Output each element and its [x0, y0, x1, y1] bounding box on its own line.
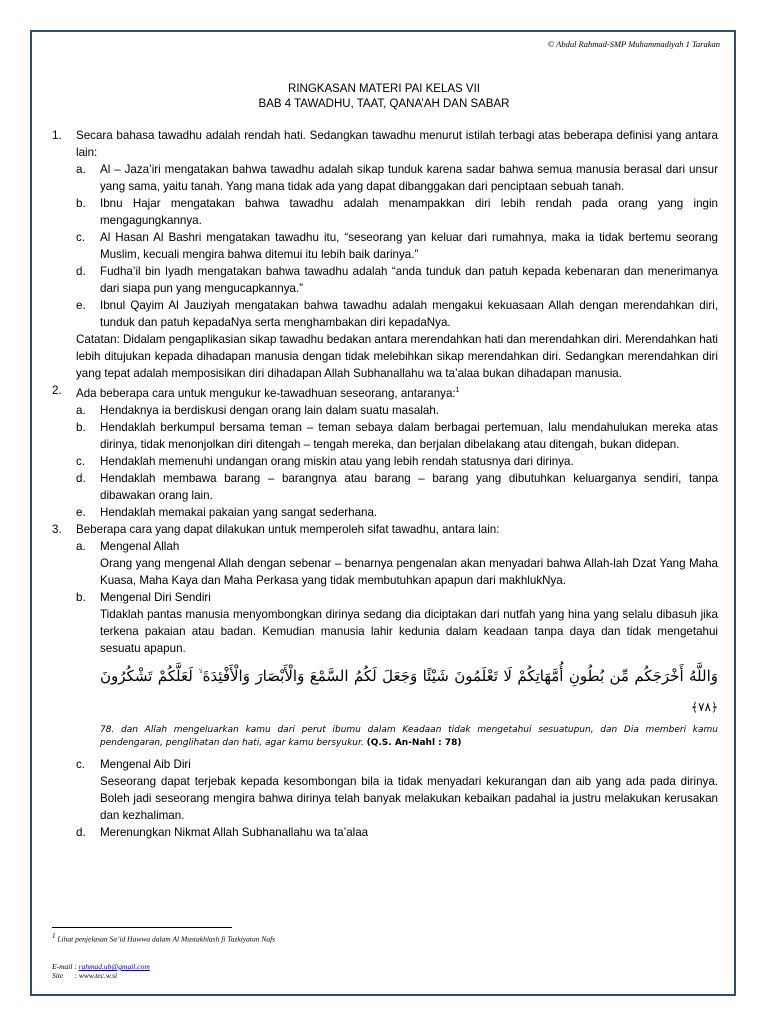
item-letter: b. — [76, 197, 86, 210]
list-item — [76, 470, 718, 504]
item-letter: c. — [76, 231, 86, 244]
section-intro: Secara bahasa tawadhu adalah rendah hati. Sedangkan tawadhu menurut istilah terbagi atas beberapa definisi yang antara lain: — [76, 129, 718, 159]
contact-info — [52, 962, 150, 980]
list-item — [76, 538, 718, 589]
email-link[interactable]: rahmad.ub@gmail.com — [78, 962, 150, 971]
site-label: Site — [52, 971, 64, 980]
ayah-number-mark: ﴿٧٨﴾ — [691, 699, 718, 714]
item-text: Hendaklah memakai pakaian yang sangat sederhana. — [100, 505, 378, 519]
footnote-ref[interactable]: 1 — [455, 387, 460, 394]
item-letter: d. — [76, 471, 86, 485]
footnote-number: 1 — [52, 932, 56, 940]
item-text: Orang yang mengenal Allah dengan sebenar – benarnya pengenalan akan menyadari bahwa Allah-lah Dzat Yang Maha Kuasa, Maha Kaya dan Maha Perkasa yang tidak membutuhkan apapun dari makhlukNya. — [100, 556, 718, 587]
section-note: Catatan: Didalam pengaplikasian sikap tawadhu bedakan antara merendahkan hati dan merendahkan diri. Merendahkan hati lebih ditujukan kepada dihadapan manusia dengan tidak melebihkan sikap merendahkan diri. Sedangkan merendahkan diri yang tepat adalah memposisikan diri dihadapan Allah Subhanallahu wa ta’alaa bukan dihadapan manusia. — [76, 333, 718, 380]
email-label: E-mail : — [52, 962, 77, 971]
item-letter: c. — [76, 454, 86, 468]
document-title — [0, 82, 768, 112]
item-heading: Mengenal Allah — [100, 539, 180, 553]
verse-reference: (Q.S. An-Nahl : 78) — [366, 737, 462, 748]
intro-text: Ada beberapa cara untuk mengukur ke-tawadhuan seseorang, antaranya: — [76, 386, 456, 400]
list-item — [76, 756, 718, 824]
item-text: Fudha’il bin Iyadh mengatakan bahwa tawadhu adalah “anda tunduk dan patuh kepada kebenaran dan menerimanya dari siapa pun yang mengucapkannya.” — [100, 265, 718, 295]
item-heading: Mengenal Aib Diri — [100, 757, 191, 771]
list-item — [76, 402, 718, 419]
item-letter: b. — [76, 420, 86, 434]
item-letter: a. — [76, 539, 86, 553]
section-number: 2. — [52, 384, 62, 397]
item-letter: b. — [76, 590, 86, 604]
item-text: Hendaklah membawa barang – barangnya atau barang – barang yang dibutuhkan keluarganya sendiri, tanpa dibawakan orang lain. — [100, 471, 718, 502]
item-letter: e. — [76, 299, 86, 312]
list-item — [76, 419, 718, 453]
item-text: Al – Jaza’iri mengatakan bahwa tawadhu adalah sikap tunduk karena sadar bahwa semua manusia berasal dari unsur yang sama, yaitu tanah. Yang mana tidak ada yang dapat dibanggakan dari penciptaan sebuah tanah. — [100, 163, 718, 193]
item-letter: c. — [76, 757, 86, 771]
footnote-text: Lihat penjelasan Sa’id Hawwa dalam Al Mustakhlash fi Tazkiyatun Nafs — [57, 934, 276, 944]
section-2 — [52, 382, 718, 521]
item-text: Ibnul Qayim Al Jauziyah mengatakan bahwa tawadhu adalah mengakui kekuasaan Allah dengan merendahkan diri, tunduk dan patuh kepadaNya serta menghambakan diri kepadaNya. — [100, 299, 718, 329]
list-item — [76, 263, 718, 297]
list-item — [76, 229, 718, 263]
list-item — [76, 195, 718, 229]
translation-text: 78. dan Allah mengeluarkan kamu dari perut ibumu dalam Keadaan tidak mengetahui sesuatupun, dan Dia memberi kamu pendengaran, penglihatan dan hati, agar kamu bersyukur. — [100, 724, 718, 748]
email-line — [52, 962, 150, 971]
header-credit: © Abdul Rahmad-SMP Muhammadiyah 1 Tarakan — [547, 39, 720, 49]
item-letter: d. — [76, 825, 86, 839]
section-number: 3. — [52, 522, 62, 536]
list-item — [76, 453, 718, 470]
section-3 — [52, 521, 718, 841]
section-1 — [52, 127, 718, 382]
footnote — [52, 932, 275, 944]
item-letter: a. — [76, 403, 86, 417]
quran-verse-arabic — [100, 661, 718, 722]
section-number: 1. — [52, 129, 62, 142]
section-intro: Beberapa cara yang dapat dilakukan untuk memperoleh sifat tawadhu, antara lain: — [76, 522, 500, 536]
item-letter: a. — [76, 163, 86, 176]
item-text: Hendaknya ia berdiskusi dengan orang lain dalam suatu masalah. — [100, 403, 440, 417]
arabic-text: وَاللَّهُ أَخْرَجَكُم مِّن بُطُونِ أُمَّهَاتِكُمْ لَا تَعْلَمُونَ شَيْئًا وَجَعَلَ لَكُمُ السَّمْعَ وَالْأَبْصَارَ وَالْأَفْئِدَةَ ۙ لَعَلَّكُمْ تَشْكُرُونَ — [100, 666, 718, 685]
document-body — [52, 127, 718, 841]
footnote-divider — [52, 927, 232, 928]
item-letter: e. — [76, 505, 86, 519]
list-item — [76, 161, 718, 195]
list-item — [76, 824, 718, 841]
item-text: Hendaklah memenuhi undangan orang miskin atau yang lebih rendah statusnya dari dirinya. — [100, 454, 574, 468]
item-letter: d. — [76, 265, 86, 278]
verse-translation — [100, 724, 718, 750]
item-text: Al Hasan Al Bashri mengatakan tawadhu itu, “seseorang yan keluar dari rumahnya, maka ia tidak bertemu seorang Muslim, kecuali mengira bahwa ditemui itu lebih baik darinya.” — [100, 231, 718, 261]
title-line-2: BAB 4 TAWADHU, TAAT, QANA’AH DAN SABAR — [258, 98, 510, 110]
list-item — [76, 589, 718, 756]
item-text: Ibnu Hajar mengatakan bahwa tawadhu adalah menampakkan diri lebih rendah pada orang yang ingin mengagungkannya. — [100, 197, 718, 227]
list-item — [76, 504, 718, 521]
site-line — [52, 971, 150, 980]
item-text: Seseorang dapat terjebak kepada kesombongan bila ia tidak menyadari kekurangan dan aib yang ada pada dirinya. Boleh jadi seseorang mengira bahwa dirinya telah banyak melakukan kebaikan padahal ia justru melakukan kerusakan dan kezhaliman. — [100, 774, 718, 822]
item-text: Hendaklah berkumpul bersama teman – teman sebaya dalam berbagai pertemuan, lalu mendahulukan mereka atas dirinya, tidak menonjolkan diri ditengah – tengah mereka, dan berjalan dibelakang atau ditengah, bukan didepan. — [100, 420, 718, 451]
site-url[interactable]: www.tec.w.si — [78, 971, 118, 980]
item-text: Tidaklah pantas manusia menyombongkan dirinya sedang dia diciptakan dari nutfah yang hina yang selalu dibasuh jika terkena pakaian atau badan. Kemudian manusia lahir kedunia dalam keadaan tanpa daya dan tidak mengetahui sesuatu apapun. — [100, 607, 718, 655]
item-heading: Merenungkan Nikmat Allah Subhanallahu wa ta’alaa — [100, 825, 369, 839]
item-heading: Mengenal Diri Sendiri — [100, 590, 211, 604]
list-item — [76, 297, 718, 331]
title-line-1: RINGKASAN MATERI PAI KELAS VII — [288, 83, 480, 95]
section-intro — [76, 382, 718, 402]
site-separator: : — [74, 971, 77, 980]
